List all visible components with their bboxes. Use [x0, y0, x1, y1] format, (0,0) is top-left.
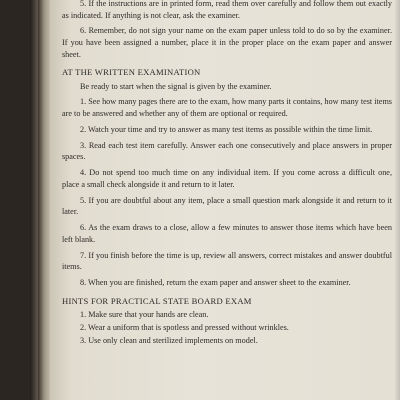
written-item: 7. If you finish before the time is up, review all answers, correct mistakes and answer doubtful items.	[62, 250, 392, 272]
page-shadow	[394, 0, 400, 400]
book-page	[50, 0, 400, 400]
hint-item: 3. Use only clean and sterilized implements on model.	[80, 335, 258, 345]
written-item: 3. Read each test item carefully. Answer each one consecutively and place answers in proper spaces.	[62, 140, 392, 162]
hint-item: 2. Wear a uniform that is spotless and pressed without wrinkles.	[80, 322, 289, 332]
written-exam-heading: AT THE WRITTEN EXAMINATION	[62, 67, 201, 78]
hints-heading: HINTS FOR PRACTICAL STATE BOARD EXAM	[62, 295, 252, 306]
paragraph-6: 6. Remember, do not sign your name on the exam paper unless told to do so by the examiner. If you have been assigned a number, place it in the proper place on the exam paper and answer sheet.	[62, 26, 392, 59]
written-item: 5. If you are doubtful about any item, place a small question mark alongside it and return to it later.	[62, 195, 392, 217]
written-item: 4. Do not spend too much time on any individual item. If you come across a difficult one, place a small check alongside it and return to it later.	[62, 168, 392, 189]
written-exam-intro: Be ready to start when the signal is given by the examiner.	[80, 81, 272, 91]
written-item: 1. See how many pages there are to the exam, how many parts it contains, how many test items are to be answered and whether any of them are optional or required.	[62, 97, 392, 119]
written-item: 2. Watch your time and try to answer as many test items as possible within the time limit.	[80, 124, 373, 134]
written-item: 8. When you are finished, return the exam paper and answer sheet to the examiner.	[80, 278, 351, 288]
paragraph-5: 5. If the instructions are in printed form, read them over carefully and follow them out exactly as indicated. If anything is not clear, ask the examiner.	[62, 0, 392, 20]
hint-item: 1. Make sure that your hands are clean.	[80, 309, 209, 319]
written-item: 6. As the exam draws to a close, allow a few minutes to answer those items which have been left blank.	[62, 223, 392, 244]
